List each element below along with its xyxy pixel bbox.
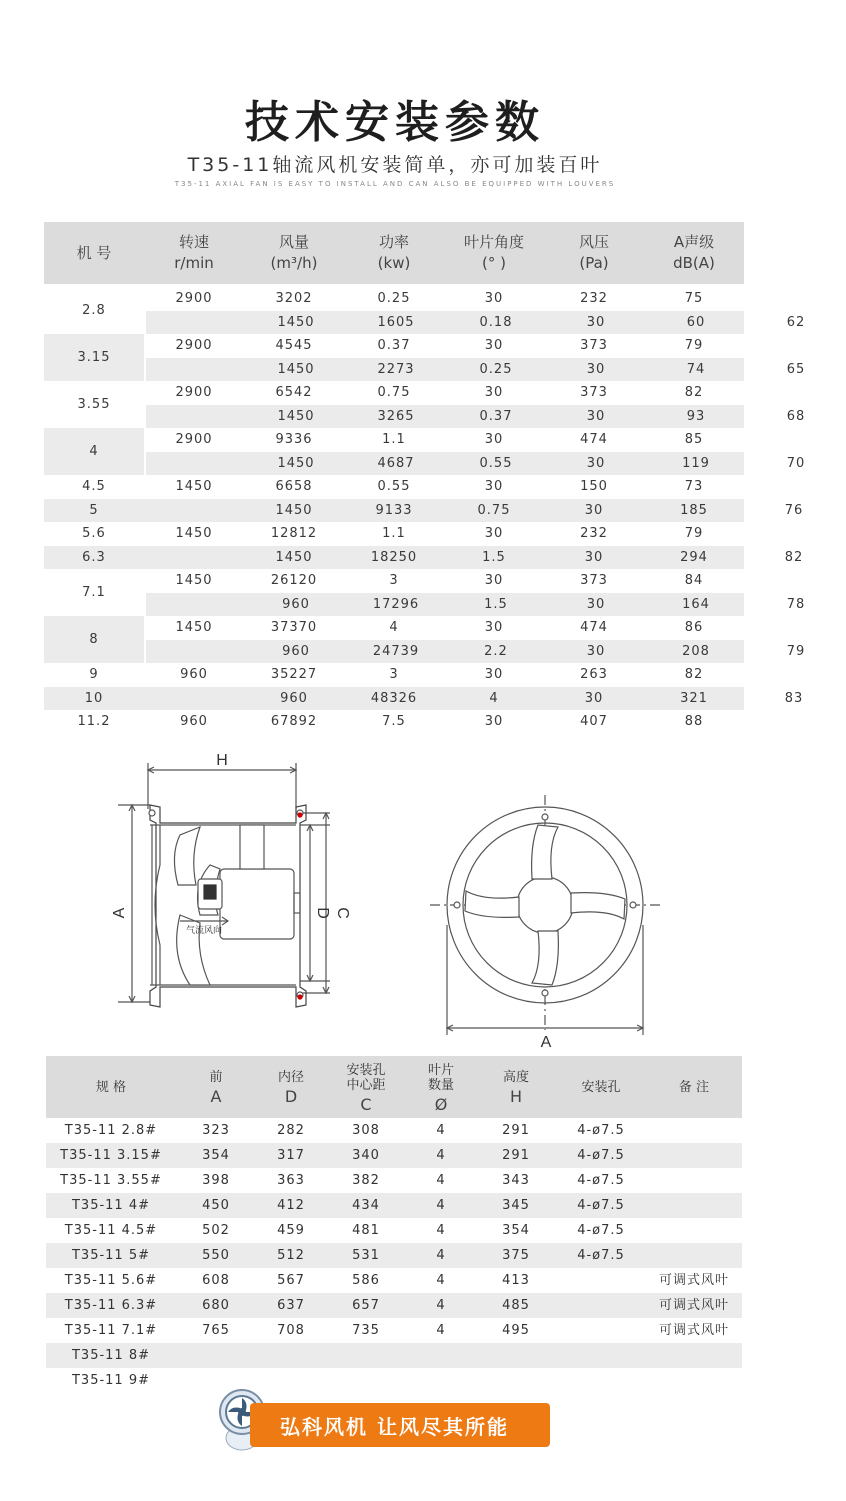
table-row (46, 1118, 742, 1143)
table-cell: 1450 (275, 502, 313, 518)
table-cell: 93 (686, 408, 706, 424)
table-cell: 30 (484, 385, 504, 400)
table-cell: 79 (684, 526, 704, 541)
table-cell: 317 (277, 1148, 305, 1163)
table-cell: 4-ø7.5 (577, 1248, 625, 1263)
table-row (146, 640, 806, 664)
table-cell: 608 (202, 1273, 230, 1288)
header-line2: (kw) (377, 254, 411, 272)
table-cell: 185 (680, 502, 708, 518)
table-cell: 398 (202, 1173, 230, 1188)
table-cell: 60 (686, 314, 706, 330)
table-cell: 4 (436, 1248, 446, 1263)
table-cell: 960 (180, 714, 208, 729)
table-cell (406, 1343, 476, 1368)
table-cell: 2273 (377, 361, 415, 377)
table-row (46, 1368, 742, 1393)
table-cell: 0.18 (479, 314, 513, 330)
table-cell: 308 (352, 1123, 380, 1138)
table-cell: 30 (484, 620, 504, 635)
model-number-cell: 5 (89, 502, 99, 518)
header-bottom: C (360, 1094, 372, 1114)
table-cell: 30 (586, 596, 606, 612)
table-cell: 30 (586, 314, 606, 330)
performance-header-cell (144, 222, 244, 284)
table-row (146, 405, 806, 429)
table-cell: 708 (277, 1323, 305, 1338)
table-cell: 2.2 (484, 643, 508, 659)
table-cell: 373 (580, 385, 608, 400)
table-cell: 0.55 (479, 455, 513, 471)
brand-slogan-badge (250, 1403, 550, 1447)
header-top: 内径 (277, 1070, 304, 1085)
fan-front-view-drawing (420, 795, 670, 1050)
table-cell (476, 1368, 556, 1393)
table-cell: 354 (502, 1223, 530, 1238)
table-cell: 78 (786, 596, 806, 612)
table-row (46, 1168, 742, 1193)
table-cell: 79 (684, 338, 704, 353)
table-cell: 208 (682, 643, 710, 659)
table-cell: 680 (202, 1298, 230, 1313)
model-number-cell: 3.15 (77, 350, 111, 365)
table-cell: 407 (580, 714, 608, 729)
table-cell: 4-ø7.5 (577, 1148, 625, 1163)
header-bottom: D (284, 1087, 298, 1106)
table-cell: 0.25 (377, 291, 411, 306)
table-cell (556, 1318, 646, 1343)
table-cell: 474 (580, 620, 608, 635)
table-cell (556, 1368, 646, 1393)
table-cell: 375 (502, 1248, 530, 1263)
table-cell: 30 (484, 573, 504, 588)
table-cell: 485 (502, 1298, 530, 1313)
table-cell: 0.37 (377, 338, 411, 353)
table-cell: 434 (352, 1198, 380, 1213)
table-cell: 可调式风叶 (658, 1273, 729, 1288)
table-cell: 1.5 (484, 596, 508, 612)
table-cell: 343 (502, 1173, 530, 1188)
table-cell: 0.25 (479, 361, 513, 377)
model-number-cell: 9 (89, 667, 99, 683)
table-cell (646, 1243, 742, 1268)
table-cell: 83 (784, 690, 804, 706)
table-cell: 637 (277, 1298, 305, 1313)
table-cell: 232 (580, 526, 608, 541)
table-cell: 62 (786, 314, 806, 330)
table-cell: 18250 (370, 549, 418, 565)
table-row (44, 381, 744, 405)
model-number-cell: 2.8 (82, 303, 106, 318)
table-row (46, 1193, 742, 1218)
table-cell: 412 (277, 1198, 305, 1213)
table-cell: 481 (352, 1223, 380, 1238)
table-cell (646, 1368, 742, 1393)
table-cell (406, 1368, 476, 1393)
table-cell: 150 (580, 479, 608, 494)
table-cell: 413 (502, 1273, 530, 1288)
model-number-cell: 3.55 (77, 397, 111, 412)
table-row (44, 287, 744, 311)
install-header-cell (256, 1056, 326, 1118)
header-top: 安装孔 中心距 (346, 1062, 386, 1093)
table-cell: 1.1 (382, 526, 406, 541)
table-cell: 4-ø7.5 (577, 1223, 625, 1238)
table-cell (326, 1343, 406, 1368)
header-top: 安装孔 (581, 1079, 621, 1095)
table-cell: 164 (682, 596, 710, 612)
table-row (144, 499, 804, 523)
table-cell: 373 (580, 573, 608, 588)
table-cell: T35-11 3.55# (60, 1173, 162, 1188)
table-cell: 6542 (275, 385, 313, 400)
table-cell: T35-11 5# (71, 1248, 150, 1263)
table-cell: 291 (502, 1148, 530, 1163)
table-cell (556, 1343, 646, 1368)
table-cell: T35-11 8# (71, 1348, 150, 1363)
model-number-cell: 4 (89, 444, 99, 459)
header-bottom: H (509, 1087, 523, 1106)
table-cell: 67892 (270, 714, 318, 729)
table-cell: 73 (684, 479, 704, 494)
table-cell: 70 (786, 455, 806, 471)
table-cell: 119 (682, 455, 710, 471)
table-cell: 382 (352, 1173, 380, 1188)
performance-header-cell (644, 222, 744, 284)
table-row (44, 569, 744, 593)
table-cell: 4687 (377, 455, 415, 471)
table-cell: 2900 (175, 338, 213, 353)
table-cell: 1450 (175, 573, 213, 588)
dim-label-h: H (216, 752, 228, 769)
table-cell: 567 (277, 1273, 305, 1288)
table-cell: 3 (389, 667, 399, 682)
table-cell: 459 (277, 1223, 305, 1238)
table-cell: 79 (786, 643, 806, 659)
table-cell: 76 (784, 502, 804, 518)
header-line2: (m³/h) (270, 254, 318, 272)
table-cell: 294 (680, 549, 708, 565)
install-header-cell (46, 1056, 176, 1118)
table-cell: 84 (684, 573, 704, 588)
table-cell: 0.75 (377, 385, 411, 400)
table-cell: 4 (436, 1148, 446, 1163)
table-cell: 2900 (175, 432, 213, 447)
brand-slogan: 弘科风机 让风尽其所能 (280, 1414, 509, 1439)
table-cell: 86 (684, 620, 704, 635)
table-cell: 960 (282, 643, 310, 659)
table-cell (646, 1193, 742, 1218)
table-cell: 512 (277, 1248, 305, 1263)
table-cell: T35-11 5.6# (64, 1273, 158, 1288)
table-cell: T35-11 2.8# (64, 1123, 158, 1138)
table-row (46, 1143, 742, 1168)
table-row (44, 663, 744, 687)
dim-label-d: D (314, 907, 331, 919)
table-cell: 9336 (275, 432, 313, 447)
page-title: 技术安装参数 (245, 97, 545, 148)
table-cell: 373 (580, 338, 608, 353)
table-cell: 48326 (370, 690, 418, 706)
table-cell: 1.1 (382, 432, 406, 447)
table-row (46, 1243, 742, 1268)
table-cell: 960 (282, 596, 310, 612)
table-cell: 550 (202, 1248, 230, 1263)
table-cell: 3265 (377, 408, 415, 424)
table-cell: 1450 (277, 361, 315, 377)
table-cell: 291 (502, 1123, 530, 1138)
table-cell: 可调式风叶 (658, 1298, 729, 1313)
table-cell: 1450 (275, 549, 313, 565)
table-cell: 1450 (175, 526, 213, 541)
header-line2: (° ) (482, 254, 506, 272)
table-cell (256, 1343, 326, 1368)
table-cell: 495 (502, 1323, 530, 1338)
install-header-cell (646, 1056, 742, 1118)
header-top: 高度 (502, 1070, 529, 1085)
table-cell: 4 (436, 1323, 446, 1338)
table-cell: 4 (436, 1173, 446, 1188)
table-cell: 735 (352, 1323, 380, 1338)
table-cell (476, 1343, 556, 1368)
table-cell: 82 (684, 667, 704, 682)
install-header-cell (326, 1056, 406, 1118)
table-cell: 3 (389, 573, 399, 588)
header-line1: 机 号 (76, 243, 112, 262)
table-cell: 586 (352, 1273, 380, 1288)
table-cell (556, 1268, 646, 1293)
table-cell: 474 (580, 432, 608, 447)
dim-label-a-side: A (111, 907, 128, 919)
table-cell: 30 (484, 667, 504, 682)
table-cell: 960 (280, 690, 308, 706)
table-cell: 30 (484, 526, 504, 541)
header-top: 叶片 数量 (427, 1062, 454, 1093)
table-cell: 4 (436, 1223, 446, 1238)
table-row (146, 452, 806, 476)
header-line2: (Pa) (579, 254, 609, 272)
header-line2: r/min (174, 254, 214, 272)
performance-header-cell (544, 222, 644, 284)
table-cell: 12812 (270, 526, 318, 541)
table-cell: 531 (352, 1248, 380, 1263)
table-cell: 65 (786, 361, 806, 377)
table-cell (646, 1168, 742, 1193)
table-cell: 4-ø7.5 (577, 1198, 625, 1213)
table-cell: 1450 (277, 408, 315, 424)
header-top: 备 注 (678, 1079, 710, 1095)
page-subtitle-english: T35-11 AXIAL FAN IS EASY TO INSTALL AND CAN ALSO BE EQUIPPED WITH LOUVERS (174, 180, 616, 188)
header-top: 规 格 (95, 1079, 127, 1095)
table-cell: 85 (684, 432, 704, 447)
table-row (146, 311, 806, 335)
table-cell: 1450 (175, 479, 213, 494)
table-cell: 4 (436, 1298, 446, 1313)
header-line2: dB(A) (673, 254, 715, 272)
table-cell (556, 1293, 646, 1318)
model-number-cell: 7.1 (82, 585, 106, 600)
table-cell: 323 (202, 1123, 230, 1138)
table-cell: 345 (502, 1198, 530, 1213)
table-cell: 340 (352, 1148, 380, 1163)
table-cell: 263 (580, 667, 608, 682)
table-cell: 232 (580, 291, 608, 306)
table-row (46, 1318, 742, 1343)
table-cell: 75 (684, 291, 704, 306)
table-cell: 3202 (275, 291, 313, 306)
model-number-cell: 8 (89, 632, 99, 647)
table-cell: 6658 (275, 479, 313, 494)
header-line1: 转速 (178, 233, 209, 251)
table-cell: 2900 (175, 291, 213, 306)
fan-side-view-drawing (100, 745, 360, 1020)
table-cell: T35-11 4# (71, 1198, 150, 1213)
table-cell: 363 (277, 1173, 305, 1188)
table-cell (326, 1368, 406, 1393)
performance-header-cell (244, 222, 344, 284)
table-row (44, 616, 744, 640)
performance-header-cell (444, 222, 544, 284)
table-row (46, 1293, 742, 1318)
table-cell (646, 1118, 742, 1143)
table-cell: 354 (202, 1148, 230, 1163)
header-line1: 叶片角度 (463, 233, 524, 251)
table-cell: 960 (180, 667, 208, 682)
table-row (44, 710, 744, 734)
table-cell: 4 (436, 1198, 446, 1213)
table-cell: 2900 (175, 385, 213, 400)
table-cell: 0.37 (479, 408, 513, 424)
table-row (144, 687, 804, 711)
table-cell: 30 (586, 408, 606, 424)
header-bottom: Ø (434, 1094, 448, 1114)
table-cell: 1450 (277, 314, 315, 330)
table-cell (646, 1343, 742, 1368)
table-row (146, 593, 806, 617)
table-row (44, 475, 744, 499)
model-number-cell: 6.3 (82, 549, 106, 565)
install-header-cell (556, 1056, 646, 1118)
table-cell: 24739 (372, 643, 420, 659)
install-table-header (46, 1056, 742, 1118)
header-line1: 风压 (578, 233, 609, 251)
table-cell: 30 (484, 291, 504, 306)
table-cell: 4 (389, 620, 399, 635)
table-row (46, 1218, 742, 1243)
table-row (146, 358, 806, 382)
table-cell (646, 1218, 742, 1243)
table-cell: 9133 (375, 502, 413, 518)
table-cell: 765 (202, 1323, 230, 1338)
performance-header-cell (344, 222, 444, 284)
table-cell: T35-11 7.1# (64, 1323, 158, 1338)
install-header-cell (406, 1056, 476, 1118)
performance-table-header (44, 222, 744, 284)
header-line1: A声级 (673, 233, 715, 251)
model-number-cell: 5.6 (82, 526, 106, 542)
table-cell: T35-11 9# (71, 1373, 150, 1388)
table-cell: 30 (484, 479, 504, 494)
table-cell: 82 (784, 549, 804, 565)
table-cell: 321 (680, 690, 708, 706)
table-cell: 4-ø7.5 (577, 1173, 625, 1188)
table-cell: 30 (484, 714, 504, 729)
table-cell: 4 (436, 1123, 446, 1138)
table-cell: 4 (436, 1273, 446, 1288)
table-cell: 74 (686, 361, 706, 377)
table-cell: 1.5 (482, 549, 506, 565)
table-cell: 1450 (277, 455, 315, 471)
table-cell: T35-11 3.15# (60, 1148, 162, 1163)
table-cell: 17296 (372, 596, 420, 612)
table-cell: 7.5 (382, 714, 406, 729)
table-cell: 657 (352, 1298, 380, 1313)
model-number-cell: 10 (84, 690, 104, 706)
table-row (44, 334, 744, 358)
table-row (46, 1268, 742, 1293)
table-cell: 88 (684, 714, 704, 729)
table-row (44, 428, 744, 452)
dim-label-c: C (334, 907, 351, 919)
header-line1: 风量 (278, 233, 309, 251)
table-cell: 4-ø7.5 (577, 1123, 625, 1138)
table-cell: 30 (584, 549, 604, 565)
table-cell: 37370 (270, 620, 318, 635)
header-top: 前 (209, 1070, 223, 1085)
table-row (144, 546, 804, 570)
table-cell: 282 (277, 1123, 305, 1138)
model-number-cell: 11.2 (77, 714, 111, 730)
performance-header-cell (44, 222, 144, 284)
install-header-cell (176, 1056, 256, 1118)
table-cell: 68 (786, 408, 806, 424)
table-cell: 30 (586, 455, 606, 471)
table-cell: 30 (484, 432, 504, 447)
table-cell: T35-11 6.3# (64, 1298, 158, 1313)
model-number-cell: 4.5 (82, 479, 106, 495)
table-cell (646, 1143, 742, 1168)
table-cell: T35-11 4.5# (64, 1223, 158, 1238)
table-cell: 4545 (275, 338, 313, 353)
header-line1: 功率 (378, 233, 409, 251)
header-bottom: A (210, 1087, 222, 1106)
table-cell: 35227 (270, 667, 318, 682)
table-cell: 30 (484, 338, 504, 353)
table-cell: 4 (489, 690, 499, 706)
table-cell: 30 (586, 643, 606, 659)
table-cell: 30 (584, 690, 604, 706)
page-subtitle: T35-11轴流风机安装简单，亦可加装百叶 (187, 154, 603, 176)
table-cell: 30 (584, 502, 604, 518)
table-cell: 26120 (270, 573, 318, 588)
table-cell: 1450 (175, 620, 213, 635)
table-cell: 450 (202, 1198, 230, 1213)
table-cell: 0.55 (377, 479, 411, 494)
table-cell: 82 (684, 385, 704, 400)
table-cell (176, 1343, 256, 1368)
table-cell: 1605 (377, 314, 415, 330)
table-row (44, 522, 744, 546)
table-cell: 0.75 (477, 502, 511, 518)
airflow-label: 气流风向 (185, 926, 223, 936)
install-header-cell (476, 1056, 556, 1118)
table-row (46, 1343, 742, 1368)
dim-label-a-front: A (540, 1034, 552, 1051)
table-cell: 30 (586, 361, 606, 377)
table-cell: 可调式风叶 (658, 1323, 729, 1338)
table-cell: 502 (202, 1223, 230, 1238)
